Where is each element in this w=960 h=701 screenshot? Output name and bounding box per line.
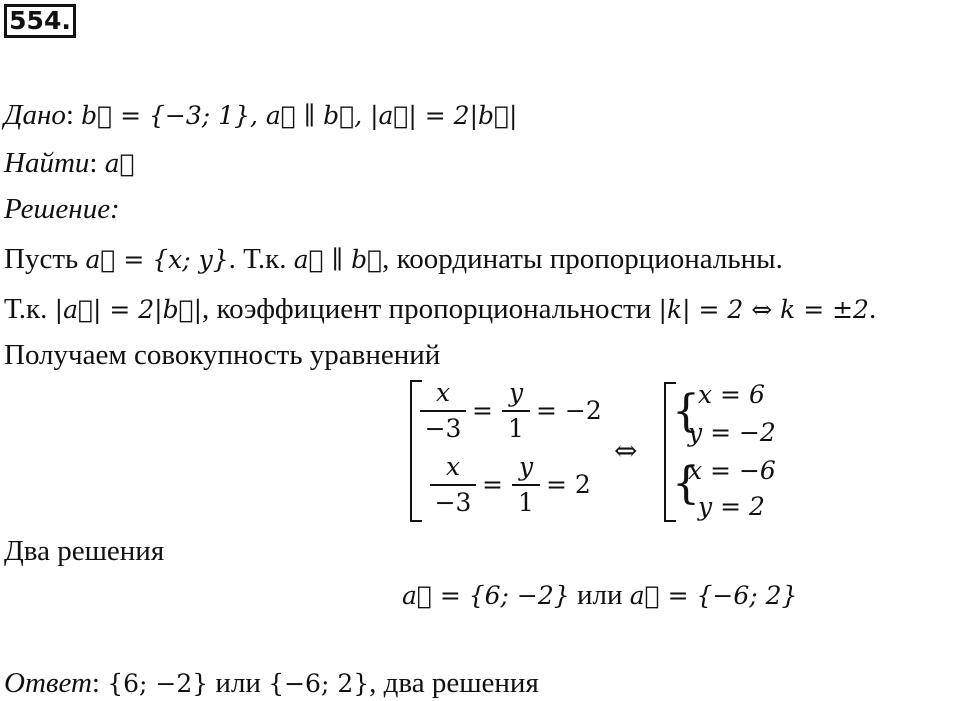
line2-math-1: |a⃗| = 2|b⃗|: [54, 295, 203, 324]
result-math-2: a⃗ = {−6; 2}: [629, 581, 798, 610]
eq2-equals: =: [482, 470, 503, 499]
line2-text-2: , коэффициент пропорциональности: [202, 293, 659, 325]
answer-or: или: [208, 667, 269, 699]
eq2-den-x: −3: [434, 488, 472, 517]
solution-line-3: Получаем совокупность уравнений: [4, 339, 441, 371]
sol1-y: y = −2: [688, 418, 776, 447]
eq1-equals: =: [472, 396, 493, 425]
given-colon: :: [65, 99, 74, 131]
sol2-y: y = 2: [698, 492, 765, 521]
line2-math-2: |k| = 2 ⇔ k = ±2: [658, 295, 869, 324]
given-label: Дано: [4, 99, 66, 131]
brace-2: {: [672, 458, 700, 509]
answer-math-1: {6; −2}: [107, 669, 209, 698]
line1-text-1: Пусть: [4, 243, 86, 275]
eq1-fraction-y: [502, 378, 530, 444]
eq1-rhs: = −2: [536, 396, 602, 425]
eq2-num-y: y: [518, 452, 534, 481]
result-math-1: a⃗ = {6; −2}: [402, 581, 570, 610]
eq1-fraction-x: [420, 378, 466, 444]
find-line: [4, 146, 135, 181]
sol2-x: x = −6: [688, 456, 776, 485]
line1-text-2: . Т.к.: [228, 243, 294, 275]
two-solutions-label: Два решения: [4, 535, 165, 567]
find-label: Найти: [4, 147, 90, 179]
line2-text-3: .: [868, 293, 877, 325]
eq1-bar-x: [420, 410, 466, 412]
eq1-num-x: x: [435, 378, 451, 407]
find-colon: :: [89, 147, 98, 179]
eq2-fraction-x: [430, 452, 476, 518]
eq2-num-x: x: [445, 452, 461, 481]
answer-math-2: {−6; 2}: [268, 669, 370, 698]
eq2-den-y: 1: [518, 488, 534, 517]
line2-text-1: Т.к.: [4, 293, 55, 325]
solution-line-1: [4, 242, 783, 277]
line1-text-3: , координаты пропорциональны.: [382, 243, 783, 275]
equivalence-arrow: ⇔: [614, 434, 638, 467]
eq1-num-y: y: [508, 378, 524, 407]
eq1-den-x: −3: [424, 414, 462, 443]
eq1-bar-y: [502, 410, 530, 412]
eq2-bar-x: [430, 484, 476, 486]
solution-line-2: [4, 292, 876, 327]
problem-number: 554.: [4, 4, 76, 38]
find-math: a⃗: [104, 149, 135, 178]
line1-math-2: a⃗ ∥ b⃗: [293, 245, 383, 274]
result-line: [402, 578, 797, 613]
solution-label: Решение:: [4, 193, 120, 225]
given-line: [4, 98, 517, 133]
answer-colon: :: [91, 667, 108, 699]
brace-1: {: [672, 386, 700, 437]
eq2-fraction-y: [512, 452, 540, 518]
line1-math-1: a⃗ = {x; y}: [85, 245, 229, 274]
eq2-rhs: = 2: [546, 470, 591, 499]
eq2-bar-y: [512, 484, 540, 486]
answer-line: [4, 666, 539, 701]
result-or: или: [569, 579, 630, 611]
eq1-den-y: 1: [508, 414, 524, 443]
given-math: b⃗ = {−3; 1}, a⃗ ∥ b⃗, |a⃗| = 2|b⃗|: [81, 101, 518, 130]
sol1-x: x = 6: [698, 380, 765, 409]
answer-label: Ответ: [4, 667, 92, 699]
answer-tail: , два решения: [369, 667, 539, 699]
